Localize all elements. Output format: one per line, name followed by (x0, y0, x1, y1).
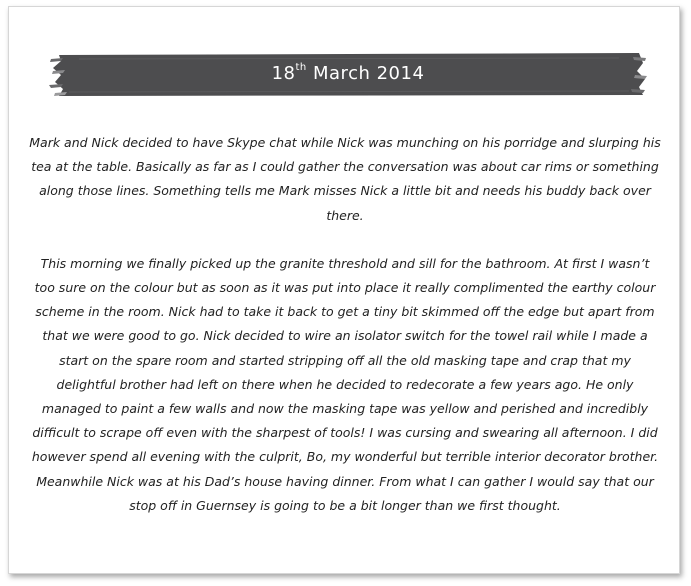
date-title (49, 63, 647, 84)
date-month-year: March 2014 (313, 63, 425, 84)
date-banner (49, 49, 647, 99)
paragraph-bathroom-spare-room: This morning we finally picked up the granite threshold and sill for the bathroom. At first I wasn’t too sure on the colour but as soon as it was put into place it really complimented the earthy colour scheme in the room. Nick had to take it back to get a tiny bit skimmed off the edge but apart from that we were good to go. Nick decided to wire an isolator switch for the towel rail while I made a start on the spare room and started stripping off all the old masking tape and crap that my delightful brother had left on there when he decided to redecorate a few years ago. He only managed to paint a few walls and now the masking tape was yellow and perished and incredibly difficult to scrape off even with the sharpest of tools! I was cursing and swearing all afternoon. I did however spend all evening with the culprit, Bo, my wonderful but terrible interior decorator brother. Meanwhile Nick was at his Dad’s house having dinner. From what I can gather I would say that our stop off in Guernsey is going to be a bit longer than we first thought. (31, 255, 659, 513)
date-day: 18 (271, 63, 296, 84)
paragraph-skype-chat: Mark and Nick decided to have Skype chat while Nick was munching on his porridge and slurping his tea at the table. Basically as far as I could gather the conversation was about car rims or something along those lines. Something tells me Mark misses Nick a little bit and needs his buddy back over there. (29, 135, 661, 223)
date-suffix: th (295, 62, 307, 73)
journal-page (8, 6, 680, 574)
journal-body (29, 131, 661, 518)
